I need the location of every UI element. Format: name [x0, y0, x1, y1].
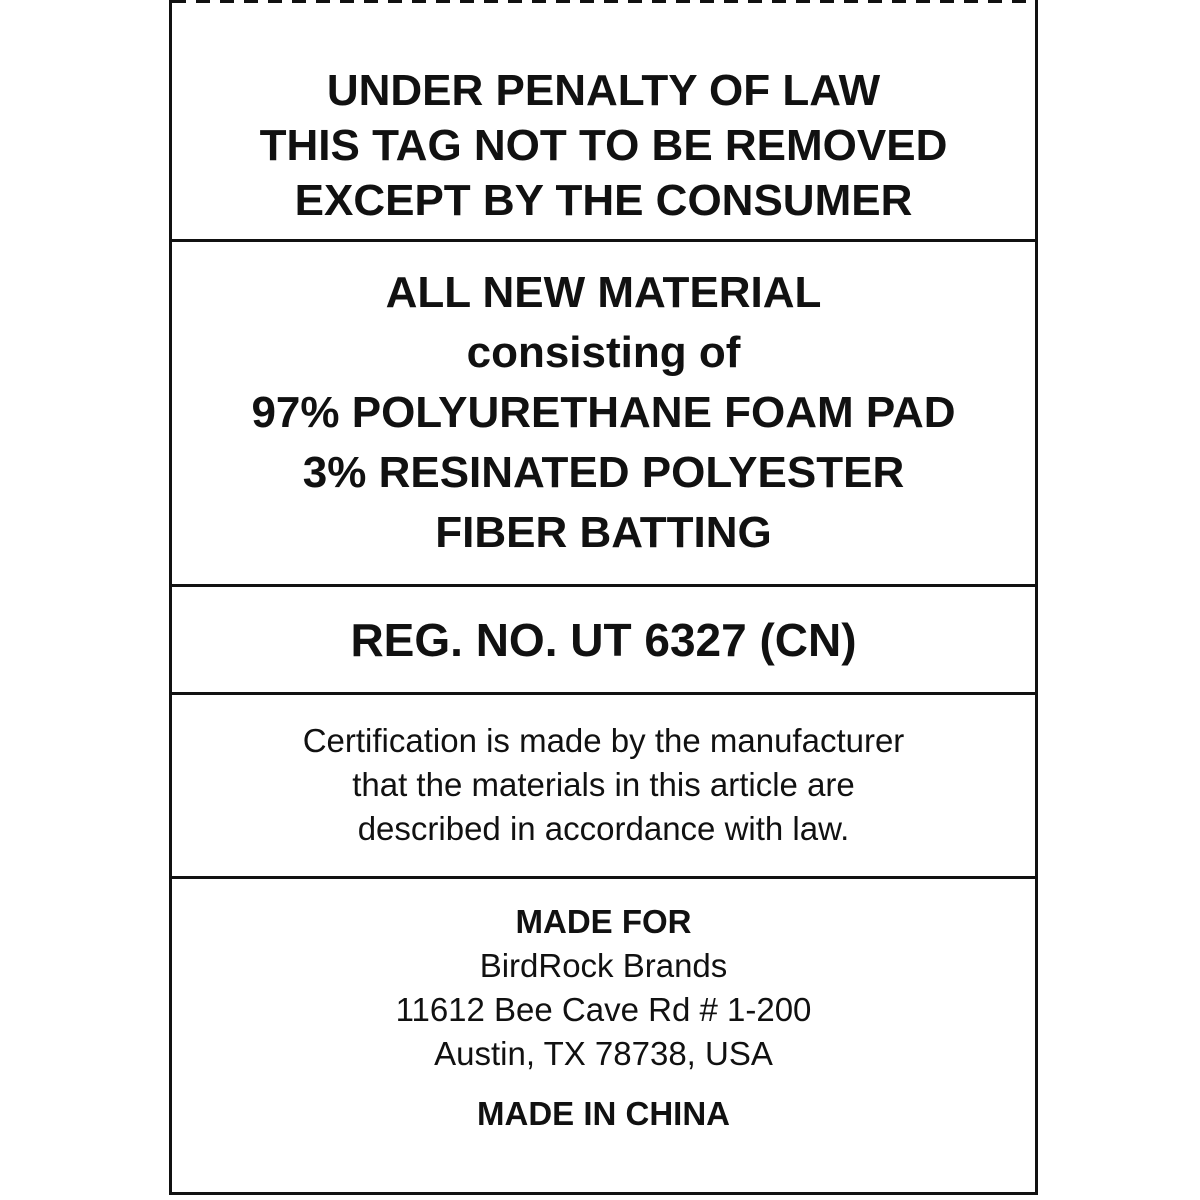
material-line: consisting of: [466, 328, 741, 377]
address-city: Austin, TX 78738, USA: [434, 1035, 773, 1072]
section-divider: [172, 876, 1035, 879]
registration-section: [172, 587, 1035, 692]
country-of-origin: MADE IN CHINA: [477, 1095, 730, 1132]
manufacturer-section: [172, 900, 1035, 1170]
law-label-tag: [169, 0, 1038, 1195]
address-street: 11612 Bee Cave Rd # 1-200: [395, 991, 812, 1028]
material-line: FIBER BATTING: [435, 508, 772, 557]
certification-line: that the materials in this article are: [352, 766, 855, 803]
material-line: 97% POLYURETHANE FOAM PAD: [251, 388, 956, 437]
material-line: 3% RESINATED POLYESTER: [302, 448, 905, 497]
registration-number: REG. NO. UT 6327 (CN): [350, 613, 857, 666]
certification-section: [172, 695, 1035, 875]
law-warning-line: THIS TAG NOT TO BE REMOVED: [259, 120, 948, 170]
material-section: [172, 242, 1035, 584]
made-for-heading: MADE FOR: [515, 903, 692, 940]
law-warning-line: EXCEPT BY THE CONSUMER: [294, 175, 913, 225]
perforation-edge: [172, 0, 1035, 3]
company-name: BirdRock Brands: [479, 947, 728, 984]
law-warning-section: [172, 50, 1035, 240]
law-warning-line: UNDER PENALTY OF LAW: [326, 65, 881, 115]
certification-line: Certification is made by the manufacturer: [302, 722, 905, 759]
certification-line: described in accordance with law.: [357, 810, 850, 847]
material-line: ALL NEW MATERIAL: [385, 268, 822, 317]
